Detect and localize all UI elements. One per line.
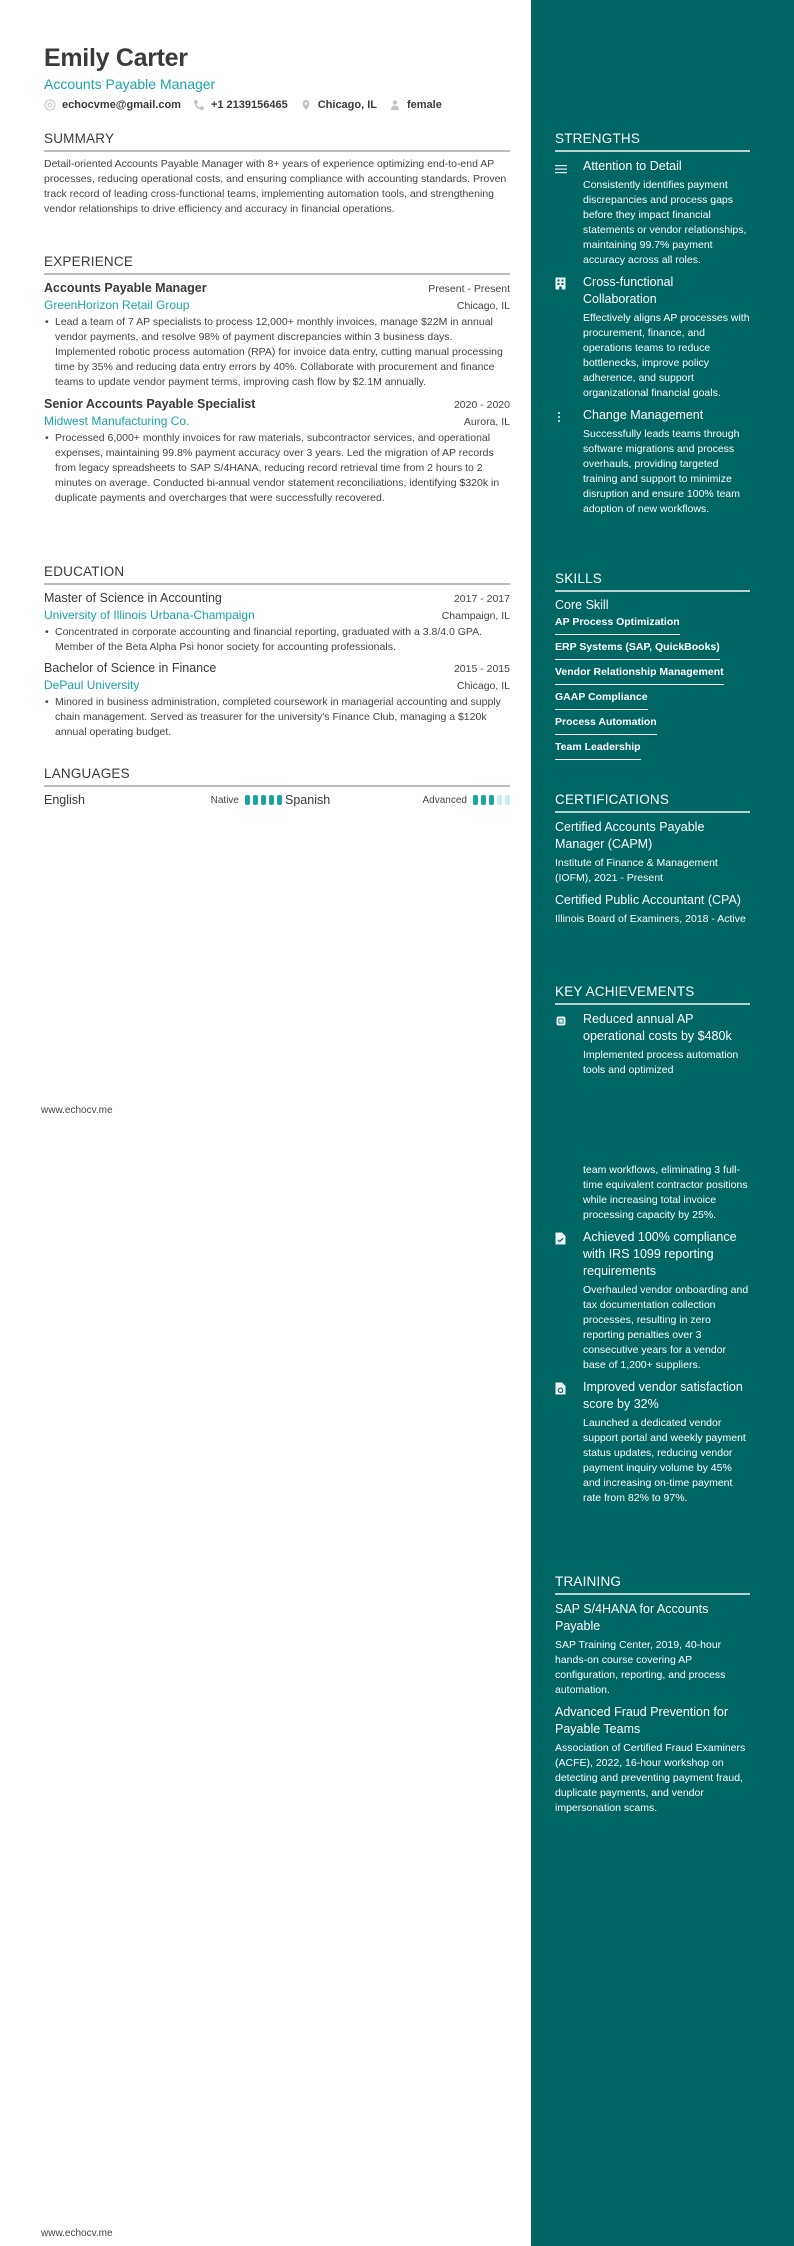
language-level: Native <box>210 794 239 806</box>
training-heading: TRAINING <box>555 1574 622 1589</box>
footer-link-page2[interactable]: www.echocv.me <box>41 2228 113 2239</box>
school-location: Champaign, IL <box>441 610 510 622</box>
achievement-item <box>555 1379 750 1506</box>
education-item <box>44 661 510 740</box>
divider <box>555 1593 750 1595</box>
company-name: GreenHorizon Retail Group <box>44 298 190 312</box>
strengths-heading: STRENGTHS <box>555 131 641 146</box>
education-bullet: • Minored in business administration, completed coursework in managerial accounting and supply chain management. Served as treasurer for the university's Finance Club, managing a $120k annual operating budget. <box>45 696 501 738</box>
achievement-title: Achieved 100% compliance with IRS 1099 reporting requirements <box>583 1230 737 1278</box>
skills-section <box>555 571 750 760</box>
footer-link-page1[interactable]: www.echocv.me <box>41 1105 113 1116</box>
school-name: DePaul University <box>44 678 140 692</box>
achievement-desc: Launched a dedicated vendor support portal and weekly payment status updates, reducing vendor payment inquiry volume by 45% and increasing on-time payment rate from 82% to 97%. <box>583 1417 746 1504</box>
language-level: Advanced <box>422 794 467 806</box>
degree-name: Bachelor of Science in Finance <box>44 661 217 675</box>
education-heading: EDUCATION <box>44 564 125 579</box>
skill-group-title: Core Skill <box>555 598 609 612</box>
achievements-heading: KEY ACHIEVEMENTS <box>555 984 695 999</box>
building-icon <box>555 274 583 401</box>
divider <box>555 811 750 813</box>
languages-heading: LANGUAGES <box>44 766 130 781</box>
achievement-title: Improved vendor satisfaction score by 32% <box>583 1380 743 1411</box>
experience-heading: EXPERIENCE <box>44 254 134 269</box>
skills-heading: SKILLS <box>555 571 602 586</box>
person-icon <box>389 99 401 111</box>
summary-heading: SUMMARY <box>44 131 115 146</box>
experience-item <box>44 281 510 390</box>
languages-section <box>44 766 510 807</box>
phone-icon <box>193 99 205 111</box>
strength-title: Attention to Detail <box>583 159 682 173</box>
strength-title: Change Management <box>583 408 704 422</box>
training-desc: Association of Certified Fraud Examiners (ACFE), 2022, 16-hour workshop on detecting and preventing payment fraud, duplicate payments, and vendor impersonation scams. <box>555 1742 746 1814</box>
training-desc: SAP Training Center, 2019, 40-hour hands-on course covering AP configuration, reporting, and process automation. <box>555 1639 726 1696</box>
language-name: English <box>44 793 85 807</box>
education-dates: 2015 - 2015 <box>453 663 510 675</box>
achievement-item <box>555 1229 750 1373</box>
divider <box>555 1003 750 1005</box>
cert-desc: Illinois Board of Examiners, 2018 - Active <box>555 913 746 925</box>
chip-icon <box>555 1011 583 1078</box>
job-location: Aurora, IL <box>463 416 510 428</box>
achievement-desc: Implemented process automation tools and optimized <box>583 1049 739 1076</box>
language-name: Spanish <box>285 793 331 807</box>
degree-name: Master of Science in Accounting <box>44 591 222 605</box>
skill-item: Process Automation <box>555 716 657 735</box>
experience-item <box>44 397 510 506</box>
skill-item: Team Leadership <box>555 741 641 760</box>
language-rating <box>473 795 510 805</box>
list-lines-icon <box>555 158 583 268</box>
skill-item: GAAP Compliance <box>555 691 648 710</box>
experience-section <box>44 254 510 506</box>
strength-desc: Consistently identifies payment discrepancies and process gaps before they impact financial statements or vendor relationships, maintaining 99.7% payment accuracy across all roles. <box>583 179 747 266</box>
education-dates: 2017 - 2017 <box>453 593 510 605</box>
job-bullet: • Processed 6,000+ monthly invoices for raw materials, subcontractor services, and operational expenses, maintaining 99.8% payment accuracy over 3 years. Led the migration of AP records from legacy spreadsheets to SAP S/4HANA, reducing record retrieval time from 2 hours to 2 minutes on average. Conducted bi-annual vendor statement reconciliations, identifying $320k in duplicate payments and overcharges that were successfully recovered. <box>45 432 500 504</box>
training-title: Advanced Fraud Prevention for Payable Teams <box>555 1705 729 1736</box>
company-name: Midwest Manufacturing Co. <box>44 414 190 428</box>
training-section <box>555 1574 750 1816</box>
vertical-dots-icon <box>555 407 583 517</box>
contact-bar <box>44 99 454 111</box>
candidate-name: Emily Carter <box>44 44 188 72</box>
cert-title: Certified Accounts Payable Manager (CAPM) <box>555 820 705 851</box>
divider <box>555 150 750 152</box>
achievement-desc: team workflows, eliminating 3 full-time equivalent contractor positions while increasing total invoice processing capacity by 25%. <box>583 1164 748 1221</box>
job-dates: 2020 - 2020 <box>453 399 510 411</box>
strength-item <box>555 274 750 401</box>
skill-item: Vendor Relationship Management <box>555 666 724 685</box>
job-role: Accounts Payable Manager <box>44 281 207 295</box>
school-name: University of Illinois Urbana-Champaign <box>44 608 255 622</box>
job-role: Senior Accounts Payable Specialist <box>44 397 256 411</box>
certifications-heading: CERTIFICATIONS <box>555 792 670 807</box>
strength-title: Cross-functional Collaboration <box>583 275 674 306</box>
language-item <box>44 793 285 807</box>
achievement-item <box>555 1011 750 1078</box>
contact-location: Chicago, IL <box>300 99 377 111</box>
strength-item <box>555 407 750 517</box>
strength-desc: Effectively aligns AP processes with procurement, finance, and operations teams to reduce bottlenecks, improve policy adherence, and support organizational financial goals. <box>583 312 750 399</box>
summary-section <box>44 131 510 217</box>
job-dates: Present - Present <box>428 283 510 295</box>
certifications-section <box>555 792 750 927</box>
location-pin-icon <box>300 99 312 111</box>
candidate-title: Accounts Payable Manager <box>44 76 216 92</box>
education-bullet: • Concentrated in corporate accounting and financial reporting, graduated with a 3.8/4.0 GPA. Member of the Beta Alpha Psi honor society for accounting professionals. <box>45 626 483 653</box>
achievement-item-continued <box>555 1163 750 1223</box>
cert-title: Certified Public Accountant (CPA) <box>555 893 741 907</box>
job-bullet: • Lead a team of 7 AP specialists to process 12,000+ monthly invoices, manage $22M in annual vendor payments, and resolve 98% of payment discrepancies within 3 business days. Implemented robotic process automation (RPA) for invoice data entry, cutting manual processing time by 35% and reducing data entry errors by 40%. Collaborate with procurement and finance teams to update vendor payment terms, improving cash flow by $2.1M annually. <box>45 316 503 388</box>
divider <box>44 583 510 585</box>
training-title: SAP S/4HANA for Accounts Payable <box>555 1602 709 1633</box>
skill-item: ERP Systems (SAP, QuickBooks) <box>555 641 720 660</box>
divider <box>44 273 510 275</box>
achievement-desc: Overhauled vendor onboarding and tax documentation collection processes, resulting in zero reporting penalties over 3 consecutive years for a vendor base of 1,200+ suppliers. <box>583 1284 749 1371</box>
school-location: Chicago, IL <box>456 680 510 692</box>
divider <box>44 150 510 152</box>
divider <box>555 590 750 592</box>
contact-email: echocvme@gmail.com <box>44 99 181 111</box>
cert-desc: Institute of Finance & Management (IOFM), 2021 - Present <box>555 857 718 884</box>
language-rating <box>245 795 285 805</box>
job-location: Chicago, IL <box>456 300 510 312</box>
contact-phone: +1 2139156465 <box>193 99 288 111</box>
document-refresh-icon <box>555 1379 583 1506</box>
strength-desc: Successfully leads teams through software migrations and process overhauls, providing targeted training and support to minimize disruption and ensure 100% team adoption of new workflows. <box>583 428 741 515</box>
skill-item: AP Process Optimization <box>555 616 680 635</box>
contact-gender: female <box>389 99 442 111</box>
language-item <box>285 793 510 807</box>
at-icon <box>44 99 56 111</box>
summary-text: Detail-oriented Accounts Payable Manager with 8+ years of experience optimizing end-to-end AP processes, reducing operational costs, and ensuring compliance with accounting standards. Proven track record of leading cross-functional teams, implementing automation tools, and strengthening vendor relationships to drive efficiency and accuracy in financial operations. <box>44 158 507 215</box>
achievements-continued <box>555 1163 750 1506</box>
strength-item <box>555 158 750 268</box>
education-item <box>44 591 510 655</box>
achievements-section <box>555 984 750 1078</box>
strengths-section <box>555 131 750 517</box>
divider <box>44 785 510 787</box>
education-section <box>44 564 510 740</box>
achievement-title: Reduced annual AP operational costs by $480k <box>583 1012 732 1043</box>
document-check-icon <box>555 1229 583 1373</box>
